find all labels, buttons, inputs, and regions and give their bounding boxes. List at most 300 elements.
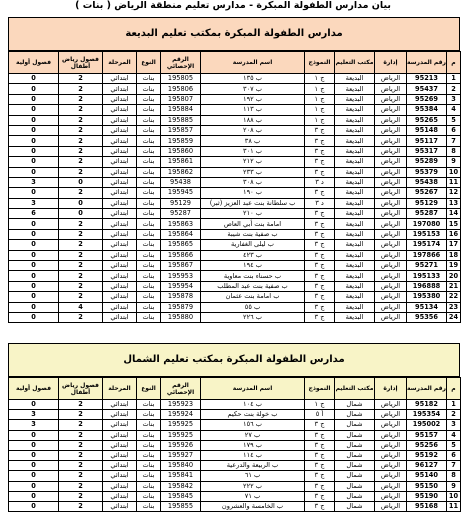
table-cell: بنات bbox=[137, 491, 161, 501]
table-cell: 2 bbox=[59, 292, 103, 302]
table-cell: 2 bbox=[59, 136, 103, 146]
table-cell: بنات bbox=[137, 312, 161, 322]
table-cell: ب ٢٢٦ bbox=[201, 312, 305, 322]
table-cell: ب صفية بنت عبد المطلب bbox=[201, 281, 305, 291]
table-row bbox=[9, 209, 461, 219]
table-row bbox=[9, 261, 461, 271]
col-header: المرحلة bbox=[103, 378, 137, 400]
table-cell: 0 bbox=[9, 94, 59, 104]
table-cell: 195925 bbox=[161, 430, 201, 440]
table-cell: بنات bbox=[137, 94, 161, 104]
table-cell: 95379 bbox=[407, 167, 447, 177]
table-cell: 95267 bbox=[407, 188, 447, 198]
table-row bbox=[9, 481, 461, 491]
table-row bbox=[9, 501, 461, 511]
table-cell: بنات bbox=[137, 115, 161, 125]
table-row bbox=[9, 74, 461, 84]
table-cell: بنات bbox=[137, 461, 161, 471]
table-cell: ج ٣ bbox=[305, 491, 335, 501]
table-cell: 11 bbox=[447, 501, 461, 511]
table-cell: ب ١٠٤ bbox=[201, 400, 305, 410]
table-cell: 3 bbox=[9, 177, 59, 187]
table-cell: ب ٣٠٨ bbox=[201, 177, 305, 187]
table-cell: الرياض bbox=[375, 292, 407, 302]
table-cell: 95265 bbox=[407, 115, 447, 125]
table-cell: ج ٣ bbox=[305, 188, 335, 198]
table-cell: 195860 bbox=[161, 146, 201, 156]
table-cell: ابتدائي bbox=[103, 198, 137, 208]
table-cell: 95134 bbox=[407, 302, 447, 312]
table-cell: 0 bbox=[9, 450, 59, 460]
table-cell: 2 bbox=[59, 105, 103, 115]
table-cell: شمال bbox=[335, 400, 375, 410]
table-cell: 195927 bbox=[161, 450, 201, 460]
table-cell: 0 bbox=[59, 177, 103, 187]
table-row bbox=[9, 281, 461, 291]
table-row bbox=[9, 410, 461, 420]
table-cell: 0 bbox=[9, 188, 59, 198]
table-cell: الرياض bbox=[375, 471, 407, 481]
table-cell: ب ٢٣٣ bbox=[201, 167, 305, 177]
table-cell: 95287 bbox=[407, 209, 447, 219]
table-cell: 196888 bbox=[407, 281, 447, 291]
table-cell: البديعة bbox=[335, 209, 375, 219]
table-cell: الرياض bbox=[375, 240, 407, 250]
table-cell: بنات bbox=[137, 219, 161, 229]
table-cell: 0 bbox=[9, 115, 59, 125]
table-cell: 2 bbox=[59, 440, 103, 450]
table-cell: 8 bbox=[447, 146, 461, 156]
table-row bbox=[9, 440, 461, 450]
table-cell: 24 bbox=[447, 312, 461, 322]
table-cell: 2 bbox=[59, 491, 103, 501]
table-cell: بنات bbox=[137, 430, 161, 440]
table-cell: البديعة bbox=[335, 84, 375, 94]
table-cell: 3 bbox=[9, 198, 59, 208]
table-row bbox=[9, 400, 461, 410]
table-cell: بنات bbox=[137, 177, 161, 187]
table-cell: 5 bbox=[447, 440, 461, 450]
table-cell: 195174 bbox=[407, 240, 447, 250]
table-cell: ج ٣ bbox=[305, 450, 335, 460]
table-cell: ج ٣ bbox=[305, 125, 335, 135]
table-cell: 195133 bbox=[407, 271, 447, 281]
table-cell: البديعة bbox=[335, 136, 375, 146]
col-header: النوع bbox=[137, 378, 161, 400]
table-cell: 2 bbox=[59, 312, 103, 322]
table-cell: 0 bbox=[9, 440, 59, 450]
table-cell: ج ١ bbox=[305, 84, 335, 94]
table-cell: ج ٣ bbox=[305, 281, 335, 291]
table-cell: بنات bbox=[137, 281, 161, 291]
table-cell: 2 bbox=[59, 125, 103, 135]
table-cell: ج ٣ bbox=[305, 261, 335, 271]
table-cell: ب حسناء بنت معاوية bbox=[201, 271, 305, 281]
table-cell: 16 bbox=[447, 229, 461, 239]
table-cell: البديعة bbox=[335, 157, 375, 167]
table-cell: ابتدائي bbox=[103, 501, 137, 511]
table-cell: 2 bbox=[59, 261, 103, 271]
table-cell: ابتدائي bbox=[103, 450, 137, 460]
table-cell: بنات bbox=[137, 105, 161, 115]
table-cell: ج ٣ bbox=[305, 271, 335, 281]
table-cell: 0 bbox=[9, 461, 59, 471]
table-cell: ابتدائي bbox=[103, 461, 137, 471]
table-cell: 10 bbox=[447, 491, 461, 501]
table-cell: ابتدائي bbox=[103, 281, 137, 291]
table-cell: 95129 bbox=[161, 198, 201, 208]
table-cell: 19 bbox=[447, 261, 461, 271]
col-header: رقم المدرسة bbox=[407, 378, 447, 400]
table-cell: البديعة bbox=[335, 167, 375, 177]
table-cell: ابتدائي bbox=[103, 74, 137, 84]
table-cell: 0 bbox=[9, 271, 59, 281]
table-cell: الرياض bbox=[375, 125, 407, 135]
table-cell: بنات bbox=[137, 84, 161, 94]
table-cell: 2 bbox=[447, 84, 461, 94]
table-cell: البديعة bbox=[335, 240, 375, 250]
table-cell: ب ليلى الغفارية bbox=[201, 240, 305, 250]
table-cell: 95157 bbox=[407, 430, 447, 440]
table-cell: الرياض bbox=[375, 219, 407, 229]
table-cell: 2 bbox=[59, 94, 103, 104]
table-body bbox=[9, 74, 461, 323]
table-cell: 195855 bbox=[161, 501, 201, 511]
table-cell: 95117 bbox=[407, 136, 447, 146]
table-cell: 195806 bbox=[161, 84, 201, 94]
table-cell: ب ٣٠٧ bbox=[201, 84, 305, 94]
table-cell: الرياض bbox=[375, 440, 407, 450]
table-cell: ج ٣ bbox=[305, 312, 335, 322]
table-cell: 4 bbox=[447, 430, 461, 440]
table-cell: الرياض bbox=[375, 261, 407, 271]
table-cell: 1 bbox=[447, 74, 461, 84]
table-cell: 195153 bbox=[407, 229, 447, 239]
table-cell: ب ٣٠١ bbox=[201, 146, 305, 156]
table-cell: 7 bbox=[447, 136, 461, 146]
section-badeea bbox=[8, 17, 460, 323]
table-cell: 0 bbox=[9, 136, 59, 146]
table-cell: 195926 bbox=[161, 440, 201, 450]
table-cell: 195945 bbox=[161, 188, 201, 198]
table-cell: 95438 bbox=[161, 177, 201, 187]
table-cell: 2 bbox=[59, 461, 103, 471]
table-cell: الرياض bbox=[375, 84, 407, 94]
table-cell: 0 bbox=[9, 302, 59, 312]
table-cell: ابتدائي bbox=[103, 94, 137, 104]
table-cell: 95289 bbox=[407, 157, 447, 167]
table-cell: 0 bbox=[9, 146, 59, 156]
table-cell: 3 bbox=[447, 420, 461, 430]
col-header: فصول أولية bbox=[9, 52, 59, 74]
col-header: النموذج bbox=[305, 378, 335, 400]
table-cell: الرياض bbox=[375, 400, 407, 410]
table-cell: 11 bbox=[447, 177, 461, 187]
table-row bbox=[9, 312, 461, 322]
table-cell: ابتدائي bbox=[103, 157, 137, 167]
table-cell: الرياض bbox=[375, 491, 407, 501]
table-cell: ابتدائي bbox=[103, 125, 137, 135]
table-cell: ب خولة بنت حكيم bbox=[201, 410, 305, 420]
table-cell: ج ٣ bbox=[305, 167, 335, 177]
table-cell: 2 bbox=[59, 501, 103, 511]
table-cell: 195840 bbox=[161, 461, 201, 471]
table-cell: بنات bbox=[137, 501, 161, 511]
table-cell: ابتدائي bbox=[103, 209, 137, 219]
table-cell: ج ٣ bbox=[305, 501, 335, 511]
table-cell: بنات bbox=[137, 400, 161, 410]
table-cell: 0 bbox=[9, 157, 59, 167]
table-cell: 0 bbox=[9, 74, 59, 84]
table-cell: 195862 bbox=[161, 167, 201, 177]
table-cell: الرياض bbox=[375, 312, 407, 322]
schools-table bbox=[8, 51, 461, 323]
table-row bbox=[9, 115, 461, 125]
table-row bbox=[9, 219, 461, 229]
table-cell: ب ١١٣ bbox=[201, 105, 305, 115]
table-cell: 0 bbox=[9, 219, 59, 229]
section-banner: مدارس الطفولة المبكرة بمكتب تعليم البديعة bbox=[8, 17, 460, 51]
table-cell: ب ٢٠٨ bbox=[201, 125, 305, 135]
table-cell: ج ١ bbox=[305, 74, 335, 84]
table-cell: 95438 bbox=[407, 177, 447, 187]
table-cell: ب ١٩٠ bbox=[201, 188, 305, 198]
table-cell: 7 bbox=[447, 461, 461, 471]
table-cell: 95150 bbox=[407, 481, 447, 491]
col-header: إدارة bbox=[375, 378, 407, 400]
col-header: اسم المدرسة bbox=[201, 378, 305, 400]
table-cell: الرياض bbox=[375, 115, 407, 125]
table-row bbox=[9, 167, 461, 177]
table-cell: البديعة bbox=[335, 74, 375, 84]
table-cell: ج ٣ bbox=[305, 292, 335, 302]
table-cell: البديعة bbox=[335, 115, 375, 125]
table-cell: ابتدائي bbox=[103, 410, 137, 420]
table-cell: البديعة bbox=[335, 281, 375, 291]
table-cell: 4 bbox=[447, 105, 461, 115]
table-cell: ج ٣ bbox=[305, 302, 335, 312]
table-cell: 9 bbox=[447, 157, 461, 167]
table-cell: 2 bbox=[59, 146, 103, 156]
table-cell: الرياض bbox=[375, 167, 407, 177]
table-cell: بنات bbox=[137, 481, 161, 491]
table-cell: شمال bbox=[335, 461, 375, 471]
table-cell: الرياض bbox=[375, 74, 407, 84]
table-cell: البديعة bbox=[335, 125, 375, 135]
table-cell: 197866 bbox=[407, 250, 447, 260]
table-cell: ابتدائي bbox=[103, 219, 137, 229]
table-cell: الرياض bbox=[375, 481, 407, 491]
table-cell: ب امامة بنت عثمان bbox=[201, 292, 305, 302]
table-cell: ب ٣٨ bbox=[201, 136, 305, 146]
col-header: فصول أولية bbox=[9, 378, 59, 400]
table-cell: ب ١٨٨ bbox=[201, 115, 305, 125]
table-cell: 95269 bbox=[407, 94, 447, 104]
table-cell: الرياض bbox=[375, 420, 407, 430]
table-cell: البديعة bbox=[335, 177, 375, 187]
table-cell: 2 bbox=[59, 74, 103, 84]
table-cell: 95190 bbox=[407, 491, 447, 501]
table-cell: 0 bbox=[9, 501, 59, 511]
table-cell: 6 bbox=[447, 125, 461, 135]
table-cell: 195954 bbox=[161, 281, 201, 291]
col-header: م bbox=[447, 378, 461, 400]
table-cell: بنات bbox=[137, 471, 161, 481]
col-header: رقم المدرسة bbox=[407, 52, 447, 74]
table-cell: 95287 bbox=[161, 209, 201, 219]
table-cell: ب ٢١٠ bbox=[201, 209, 305, 219]
table-cell: بنات bbox=[137, 74, 161, 84]
table-cell: 2 bbox=[59, 450, 103, 460]
table-row bbox=[9, 125, 461, 135]
table-cell: شمال bbox=[335, 501, 375, 511]
table-cell: ب ٧١ bbox=[201, 491, 305, 501]
col-header: مكتب التعليم bbox=[335, 52, 375, 74]
table-cell: 2 bbox=[59, 167, 103, 177]
table-cell: ابتدائي bbox=[103, 115, 137, 125]
table-cell: بنات bbox=[137, 146, 161, 156]
table-cell: 0 bbox=[9, 240, 59, 250]
table-cell: ابتدائي bbox=[103, 177, 137, 187]
table-cell: 195859 bbox=[161, 136, 201, 146]
table-cell: الرياض bbox=[375, 146, 407, 156]
table-cell: ب ٥٥ bbox=[201, 302, 305, 312]
table-cell: بنات bbox=[137, 198, 161, 208]
table-cell: ابتدائي bbox=[103, 481, 137, 491]
table-cell: ج ٣ bbox=[305, 209, 335, 219]
table-cell: 3 bbox=[9, 410, 59, 420]
table-cell: ج ٣ bbox=[305, 250, 335, 260]
table-row bbox=[9, 198, 461, 208]
table-cell: 195866 bbox=[161, 250, 201, 260]
table-cell: 2 bbox=[59, 481, 103, 491]
table-row bbox=[9, 136, 461, 146]
table-cell: الرياض bbox=[375, 229, 407, 239]
table-row bbox=[9, 461, 461, 471]
table-cell: 195861 bbox=[161, 157, 201, 167]
table-cell: البديعة bbox=[335, 261, 375, 271]
table-cell: البديعة bbox=[335, 105, 375, 115]
table-cell: ابتدائي bbox=[103, 440, 137, 450]
table-cell: 6 bbox=[9, 209, 59, 219]
table-cell: 0 bbox=[9, 125, 59, 135]
table-cell: 0 bbox=[9, 430, 59, 440]
table-cell: شمال bbox=[335, 410, 375, 420]
table-cell: 1 bbox=[447, 400, 461, 410]
table-cell: الرياض bbox=[375, 410, 407, 420]
table-cell: 5 bbox=[447, 115, 461, 125]
table-cell: الرياض bbox=[375, 157, 407, 167]
table-cell: ج ٣ bbox=[305, 440, 335, 450]
table-cell: ابتدائي bbox=[103, 229, 137, 239]
table-cell: 2 bbox=[59, 229, 103, 239]
table-cell: ابتدائي bbox=[103, 136, 137, 146]
table-cell: 195880 bbox=[161, 312, 201, 322]
table-row bbox=[9, 302, 461, 312]
table-cell: البديعة bbox=[335, 146, 375, 156]
table-cell: 0 bbox=[9, 167, 59, 177]
table-cell: ج ٣ bbox=[305, 420, 335, 430]
table-cell: البديعة bbox=[335, 250, 375, 260]
col-header: مكتب التعليم bbox=[335, 378, 375, 400]
table-cell: الرياض bbox=[375, 209, 407, 219]
table-cell: ابتدائي bbox=[103, 261, 137, 271]
table-cell: بنات bbox=[137, 292, 161, 302]
table-cell: 195864 bbox=[161, 229, 201, 239]
table-cell: 195925 bbox=[161, 420, 201, 430]
table-row bbox=[9, 491, 461, 501]
table-row bbox=[9, 94, 461, 104]
table-cell: البديعة bbox=[335, 219, 375, 229]
table-cell: البديعة bbox=[335, 198, 375, 208]
table-cell: د ٣ bbox=[305, 198, 335, 208]
table-cell: ب ٦١ bbox=[201, 471, 305, 481]
table-cell: شمال bbox=[335, 481, 375, 491]
table-cell: 14 bbox=[447, 209, 461, 219]
table-cell: بنات bbox=[137, 261, 161, 271]
table-row bbox=[9, 471, 461, 481]
table-cell: ابتدائي bbox=[103, 105, 137, 115]
table-cell: الرياض bbox=[375, 281, 407, 291]
table-cell: 2 bbox=[447, 410, 461, 420]
table-row bbox=[9, 105, 461, 115]
table-cell: بنات bbox=[137, 250, 161, 260]
table-cell: 95148 bbox=[407, 125, 447, 135]
table-cell: 95271 bbox=[407, 261, 447, 271]
table-cell: بنات bbox=[137, 420, 161, 430]
table-cell: ابتدائي bbox=[103, 250, 137, 260]
table-cell: 95192 bbox=[407, 450, 447, 460]
table-row bbox=[9, 420, 461, 430]
table-cell: 2 bbox=[59, 400, 103, 410]
table-cell: الرياض bbox=[375, 271, 407, 281]
table-cell: 0 bbox=[9, 84, 59, 94]
table-cell: ابتدائي bbox=[103, 471, 137, 481]
table-cell: الرياض bbox=[375, 430, 407, 440]
table-cell: 21 bbox=[447, 281, 461, 291]
table-cell: 197080 bbox=[407, 219, 447, 229]
table-cell: شمال bbox=[335, 491, 375, 501]
table-cell: البديعة bbox=[335, 229, 375, 239]
table-cell: 95317 bbox=[407, 146, 447, 156]
table-cell: 195865 bbox=[161, 240, 201, 250]
table-cell: بنات bbox=[137, 240, 161, 250]
table-cell: 2 bbox=[59, 157, 103, 167]
table-cell: بنات bbox=[137, 440, 161, 450]
table-cell: بنات bbox=[137, 450, 161, 460]
table-cell: بنات bbox=[137, 209, 161, 219]
table-cell: 95256 bbox=[407, 440, 447, 450]
table-cell: 2 bbox=[59, 430, 103, 440]
col-header: م bbox=[447, 52, 461, 74]
table-cell: البديعة bbox=[335, 312, 375, 322]
table-cell: 195805 bbox=[161, 74, 201, 84]
table-cell: 2 bbox=[59, 281, 103, 291]
table-cell: 2 bbox=[59, 250, 103, 260]
table-cell: شمال bbox=[335, 450, 375, 460]
table-cell: الرياض bbox=[375, 501, 407, 511]
table-cell: 12 bbox=[447, 188, 461, 198]
table-cell: 195380 bbox=[407, 292, 447, 302]
col-header: فصول رياض أطفال bbox=[59, 378, 103, 400]
table-cell: ج ٣ bbox=[305, 157, 335, 167]
table-cell: 95140 bbox=[407, 471, 447, 481]
table-cell: البديعة bbox=[335, 188, 375, 198]
table-cell: ابتدائي bbox=[103, 188, 137, 198]
table-cell: ب ١٩٤ bbox=[201, 261, 305, 271]
table-cell: 2 bbox=[59, 240, 103, 250]
table-cell: بنات bbox=[137, 302, 161, 312]
